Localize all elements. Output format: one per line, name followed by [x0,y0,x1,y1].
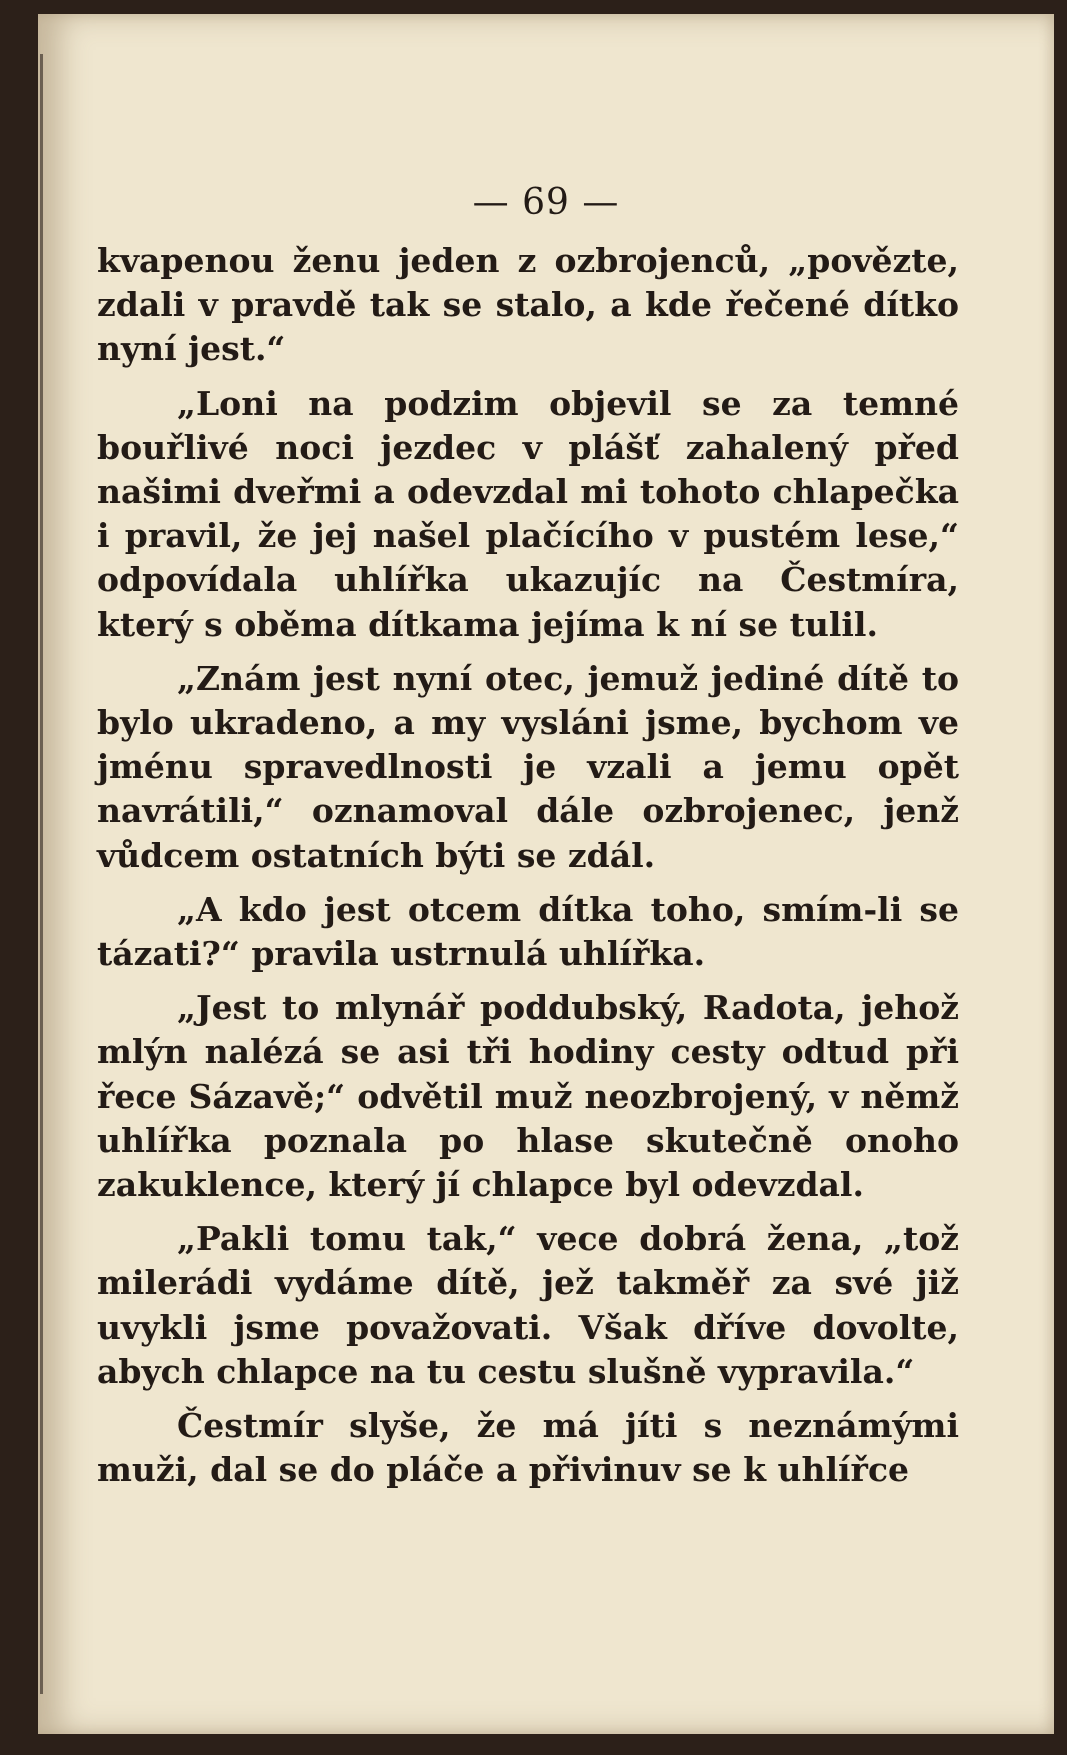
paragraph-kdo: „A kdo jest otcem dítka toho, smím-li se tázati?“ pravila ustrnulá uhlířka. [97,889,959,974]
book-page [38,14,1054,1734]
page-text [97,239,959,1502]
paragraph-znam: „Znám jest nyní otec, jemuž jediné dítě to bylo ukradeno, a my vysláni jsme, bychom ve jménu spravedlnosti je vzali a jemu opět navrátili,“ oznamoval dále ozbrojenec, jenž vůdcem ostatních býti se zdál. [97,658,959,875]
paragraph-continuation: kvapenou ženu jeden z ozbrojenců, „povězte, zdali v pravdě tak se stalo, a kde řečené dítko nyní jest.“ [97,241,959,369]
paragraph-cestmir: Čestmír slyše, že má jíti s neznámými muži, dal se do pláče a přivinuv se k uhlířce [97,1406,959,1490]
page-gutter-edge [40,54,43,1694]
paragraph-jest-to-mlynar: „Jest to mlynář poddubský, Radota, jehož mlýn nalézá se asi tři hodiny cesty odtud při řece Sázavě;“ odvětil muž neozbrojený, v němž uhlířka poznala po hlase skutečně onoho zakuklence, který jí chlapce byl odevzdal. [97,988,959,1205]
paragraph-pakli: „Pakli tomu tak,“ vece dobrá žena, „tož milerádi vydáme dítě, jež takměř za své již uvykli jsme považovati. Však dříve dovolte, abych chlapce na tu cestu slušně vypravila.“ [97,1219,959,1391]
page-number: — 69 — [472,182,620,223]
paragraph-loni: „Loni na podzim objevil se za temné bouřlivé noci jezdec v plášť zahalený před našimi dveřmi a odevzdal mi tohoto chlapečka i pravil, že jej našel plačícího v pustém lese,“ odpovídala uhlířka ukazujíc na Čestmíra, který s oběma dítkama jejíma k ní se tulil. [97,383,959,644]
